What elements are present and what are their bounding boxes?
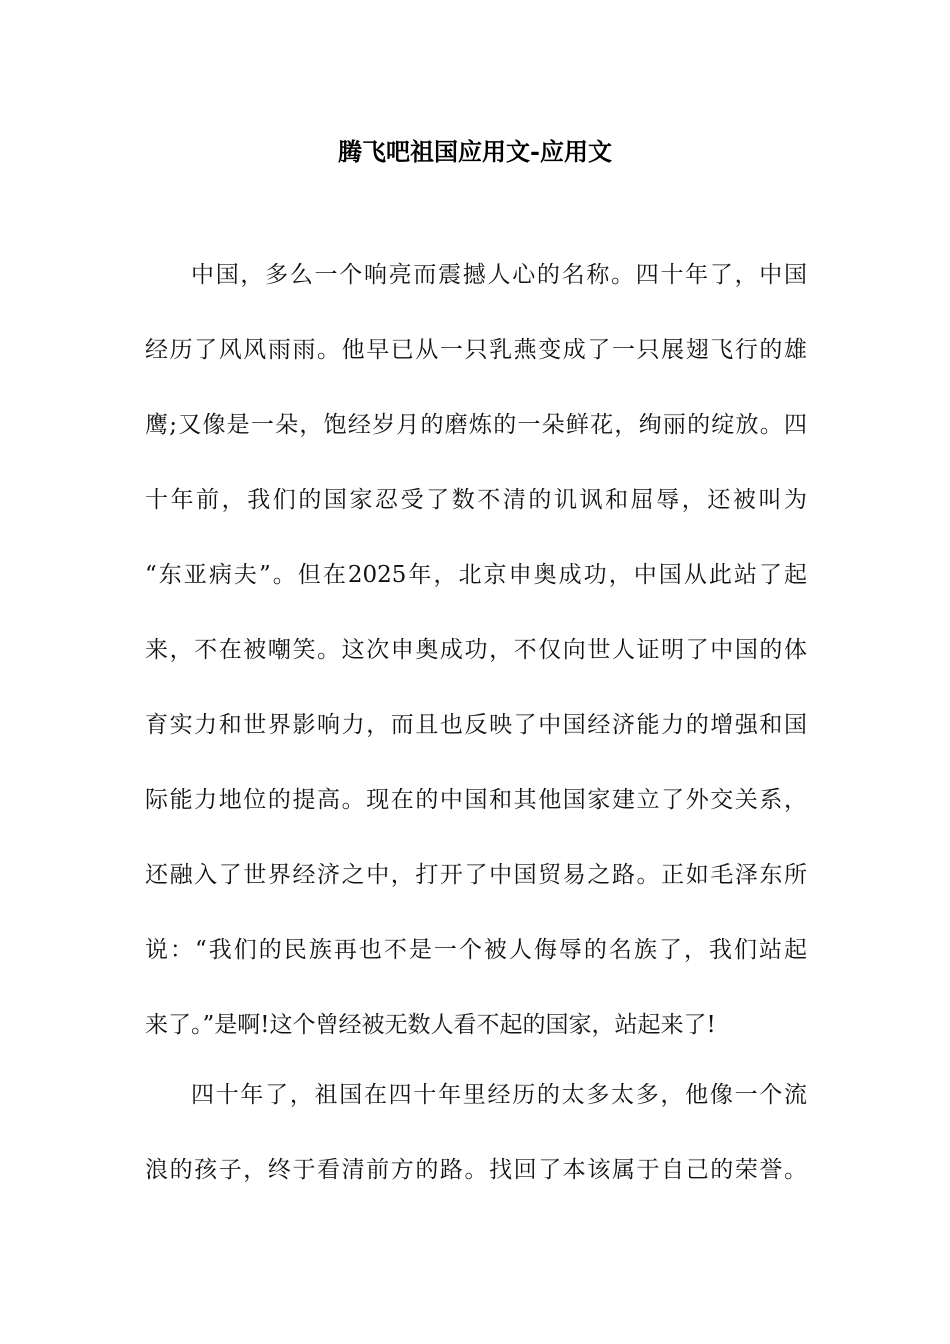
paragraph-line: 来了。”是啊!这个曾经被无数人看不起的国家，站起来了! [145,1012,716,1038]
paragraph-line: 说：“我们的民族再也不是一个被人侮辱的名族了，我们站起 [145,937,807,963]
paragraph-1 [145,238,807,1063]
paragraph-line: “东亚病夫”。但在2025年，北京申奥成功，中国从此站了起 [145,562,807,588]
paragraph-line: 来，不在被嘲笑。这次申奥成功，不仅向世人证明了中国的体 [145,637,807,663]
paragraph-2 [145,1058,807,1208]
paragraph-line: 鹰;又像是一朵，饱经岁月的磨炼的一朵鲜花，绚丽的绽放。四 [145,412,807,438]
paragraph-line: 十年前，我们的国家忍受了数不清的讥讽和屈辱，还被叫为 [145,487,807,513]
paragraph-line: 四十年了，祖国在四十年里经历的太多太多，他像一个流 [191,1082,807,1108]
paragraph-line: 育实力和世界影响力，而且也反映了中国经济能力的增强和国 [145,712,807,738]
paragraph-line: 经历了风风雨雨。他早已从一只乳燕变成了一只展翅飞行的雄 [145,337,807,363]
paragraph-line: 还融入了世界经济之中，打开了中国贸易之路。正如毛泽东所 [145,862,807,888]
paragraph-line: 浪的孩子，终于看清前方的路。找回了本该属于自己的荣誉。 [145,1157,807,1183]
paragraph-line: 中国，多么一个响亮而震撼人心的名称。四十年了，中国 [191,262,807,288]
document-title: 腾飞吧祖国应用文-应用文 [338,137,612,166]
paragraph-line: 际能力地位的提高。现在的中国和其他国家建立了外交关系， [145,787,807,813]
